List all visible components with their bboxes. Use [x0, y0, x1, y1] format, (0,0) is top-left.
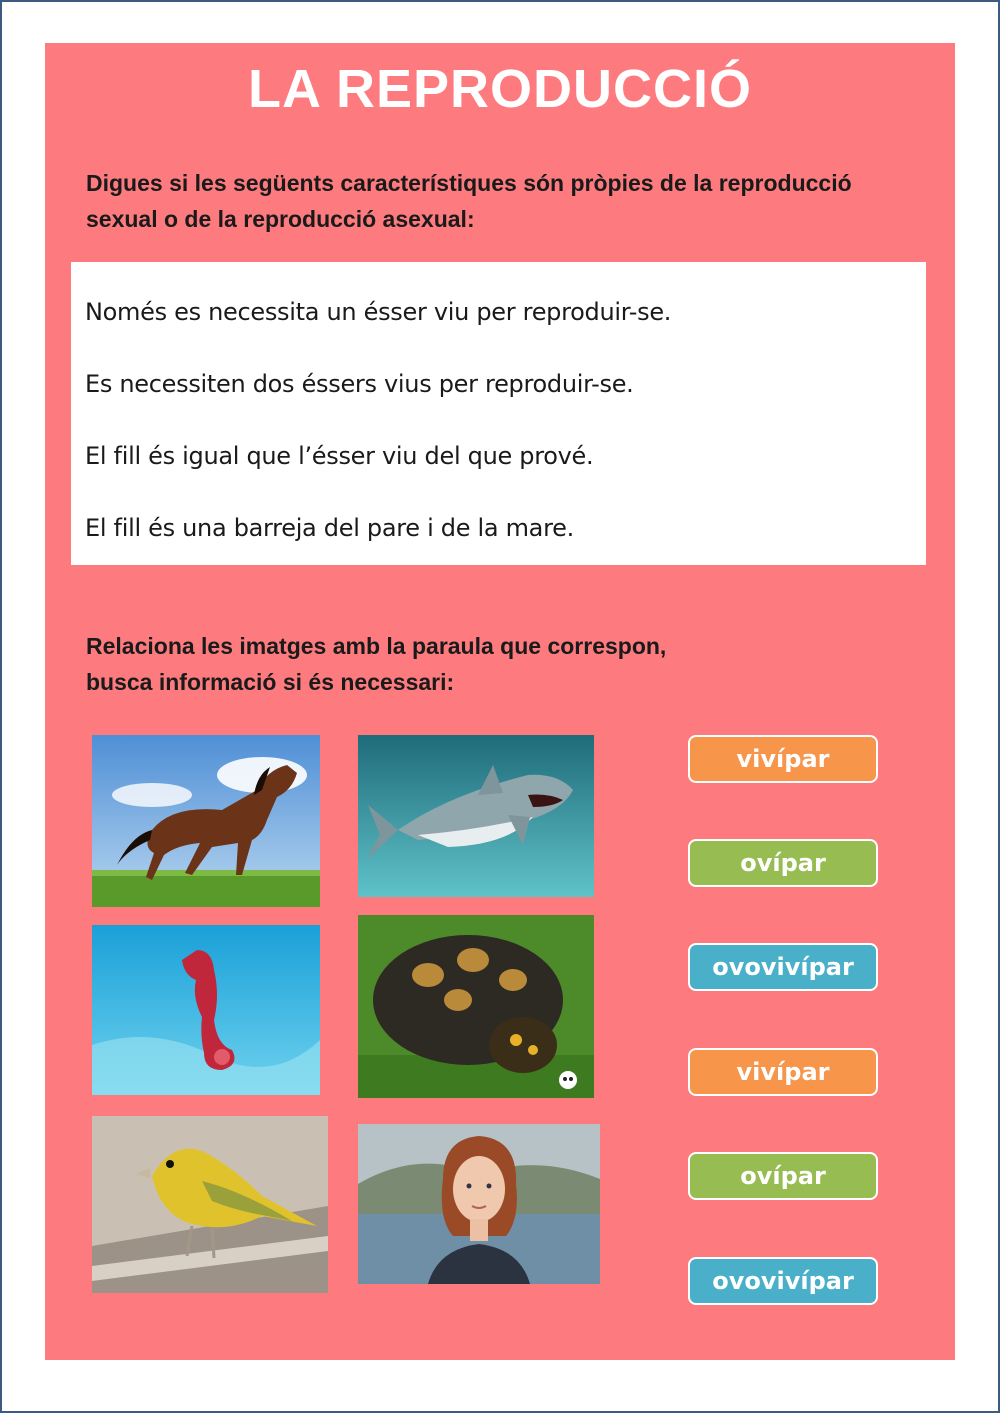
statement-item[interactable]: El fill és una barreja del pare i de la mare. [85, 514, 574, 542]
instructions-part1 [86, 165, 946, 237]
statements-box [71, 262, 926, 565]
answer-tag-vivipar[interactable]: vivípar [688, 735, 878, 783]
instruction-line: sexual o de la reproducció asexual: [86, 206, 475, 232]
turtle-image[interactable] [358, 915, 594, 1098]
answer-tag-ovipar[interactable]: ovípar [688, 839, 878, 887]
instruction-line: Relaciona les imatges amb la paraula que correspon, [86, 633, 667, 659]
statement-item[interactable]: El fill és igual que l’ésser viu del que prové. [85, 442, 594, 470]
horse-image[interactable] [92, 735, 320, 907]
shark-image[interactable] [358, 735, 594, 897]
instruction-line: Digues si les següents característiques són pròpies de la reproducció [86, 170, 852, 196]
instruction-line: busca informació si és necessari: [86, 669, 455, 695]
seahorse-image[interactable] [92, 925, 320, 1095]
answer-tag-vivipar[interactable]: vivípar [688, 1048, 878, 1096]
answer-tag-ovovivipar[interactable]: ovovivípar [688, 943, 878, 991]
canary-image[interactable] [92, 1116, 328, 1293]
statement-item[interactable]: Es necessiten dos éssers vius per reproduir-se. [85, 370, 634, 398]
answer-tag-ovovivipar[interactable]: ovovivípar [688, 1257, 878, 1305]
statement-item[interactable]: Només es necessita un ésser viu per reproduir-se. [85, 298, 672, 326]
instructions-part2 [86, 628, 946, 700]
answer-tag-ovipar[interactable]: ovípar [688, 1152, 878, 1200]
girl-image[interactable] [358, 1124, 600, 1284]
page-title: LA REPRODUCCIÓ [247, 59, 752, 119]
